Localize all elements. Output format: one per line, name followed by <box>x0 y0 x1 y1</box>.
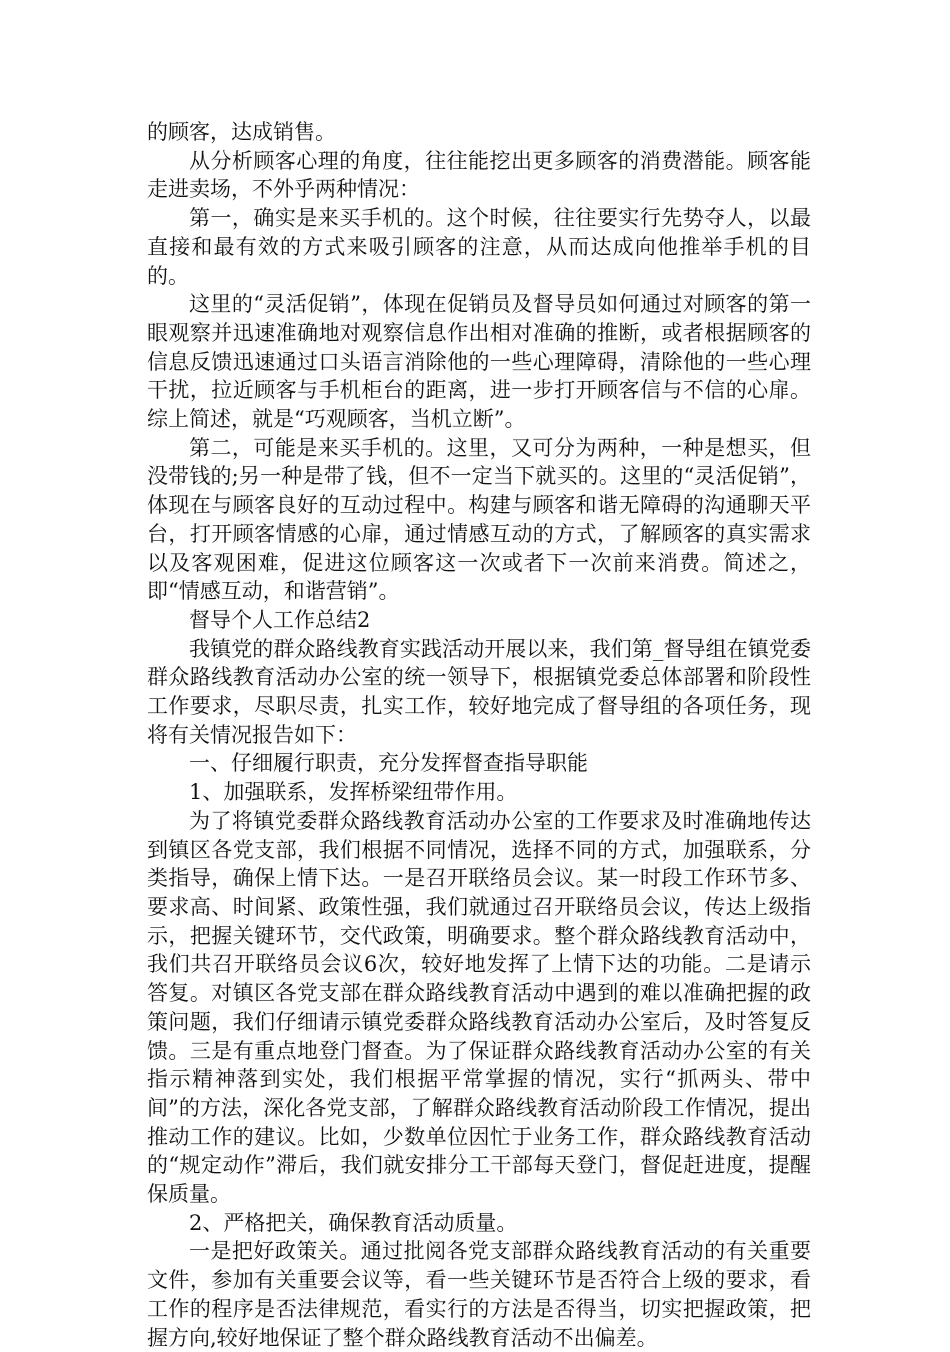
paragraph-10: 为了将镇党委群众路线教育活动办公室的工作要求及时准确地传达到镇区各党支部，我们根据不同情况，选择不同的方式，加强联系，分类指导，确保上情下达。一是召开联络员会议。某一时段工作环节多、要求高、时间紧、政策性强，我们就通过召开联络员会议，传达上级指示，把握关键环节，交代政策，明确要求。整个群众路线教育活动中，我们共召开联络员会议6次，较好地发挥了上情下达的功能。二是请示答复。对镇区各党支部在群众路线教育活动中遇到的难以准确把握的政策问题，我们仔细请示镇党委群众路线教育活动办公室后，及时答复反馈。三是有重点地登门督查。为了保证群众路线教育活动办公室的有关指示精神落到实处，我们根据平常掌握的情况，实行“抓两头、带中间”的方法，深化各党支部，了解群众路线教育活动阶段工作情况，提出推动工作的建议。比如，少数单位因忙于业务工作，群众路线教育活动的“规定动作”滞后，我们就安排分工干部每天登门，督促赶进度，提醒保质量。 <box>147 808 811 1207</box>
paragraph-5: 第二，可能是来买手机的。这里，又可分为两种，一种是想买，但没带钱的;另一种是带了钱，但不一定当下就买的。这里的“灵活促销”，体现在与顾客良好的互动过程中。构建与顾客和谐无障碍的沟通聊天平台，打开顾客情感的心扉，通过情感互动的方式，了解顾客的真实需求以及客观困难，促进这位顾客这一次或者下一次前来消费。简述之，即“情感互动，和谐营销”。 <box>147 435 811 604</box>
document-page <box>147 118 811 1352</box>
paragraph-7: 我镇党的群众路线教育实践活动开展以来，我们第_督导组在镇党委群众路线教育活动办公室的统一领导下，根据镇党委总体部署和阶段性工作要求，尽职尽责，扎实工作，较好地完成了督导组的各项任务，现将有关情况报告如下： <box>147 636 811 747</box>
paragraph-3: 第一，确实是来买手机的。这个时候，往往要实行先势夺人，以最直接和最有效的方式来吸引顾客的注意，从而达成向他推举手机的目的。 <box>147 206 811 288</box>
paragraph-12: 一是把好政策关。通过批阅各党支部群众路线教育活动的有关重要文件，参加有关重要会议等，看一些关键环节是否符合上级的要求，看工作的程序是否法律规范，看实行的方法是否得当，切实把握政策，把握方向,较好地保证了整个群众路线教育活动不出偏差。 <box>147 1239 811 1350</box>
subheading-1-2: 2、严格把关，确保教育活动质量。 <box>189 1210 518 1235</box>
section-heading: 督导个人工作总结2 <box>189 607 371 632</box>
paragraph-2: 从分析顾客心理的角度，往往能挖出更多顾客的消费潜能。顾客能走进卖场，不外乎两种情况： <box>147 148 811 202</box>
subheading-1-1: 1、加强联系，发挥桥梁纽带作用。 <box>189 780 518 805</box>
paragraph-4: 这里的“灵活促销”，体现在促销员及督导员如何通过对顾客的第一眼观察并迅速准确地对观察信息作出相对准确的推断，或者根据顾客的信息反馈迅速通过口头语言消除他的一些心理障碍，清除他的一些心理干扰，拉近顾客与手机柜台的距离，进一步打开顾客信与不信的心扉。综上简述，就是“巧观顾客，当机立断”。 <box>147 292 811 432</box>
paragraph-1: 的顾客，达成销售。 <box>147 120 336 144</box>
subheading-1: 一、仔细履行职责，充分发挥督查指导职能 <box>189 751 588 776</box>
